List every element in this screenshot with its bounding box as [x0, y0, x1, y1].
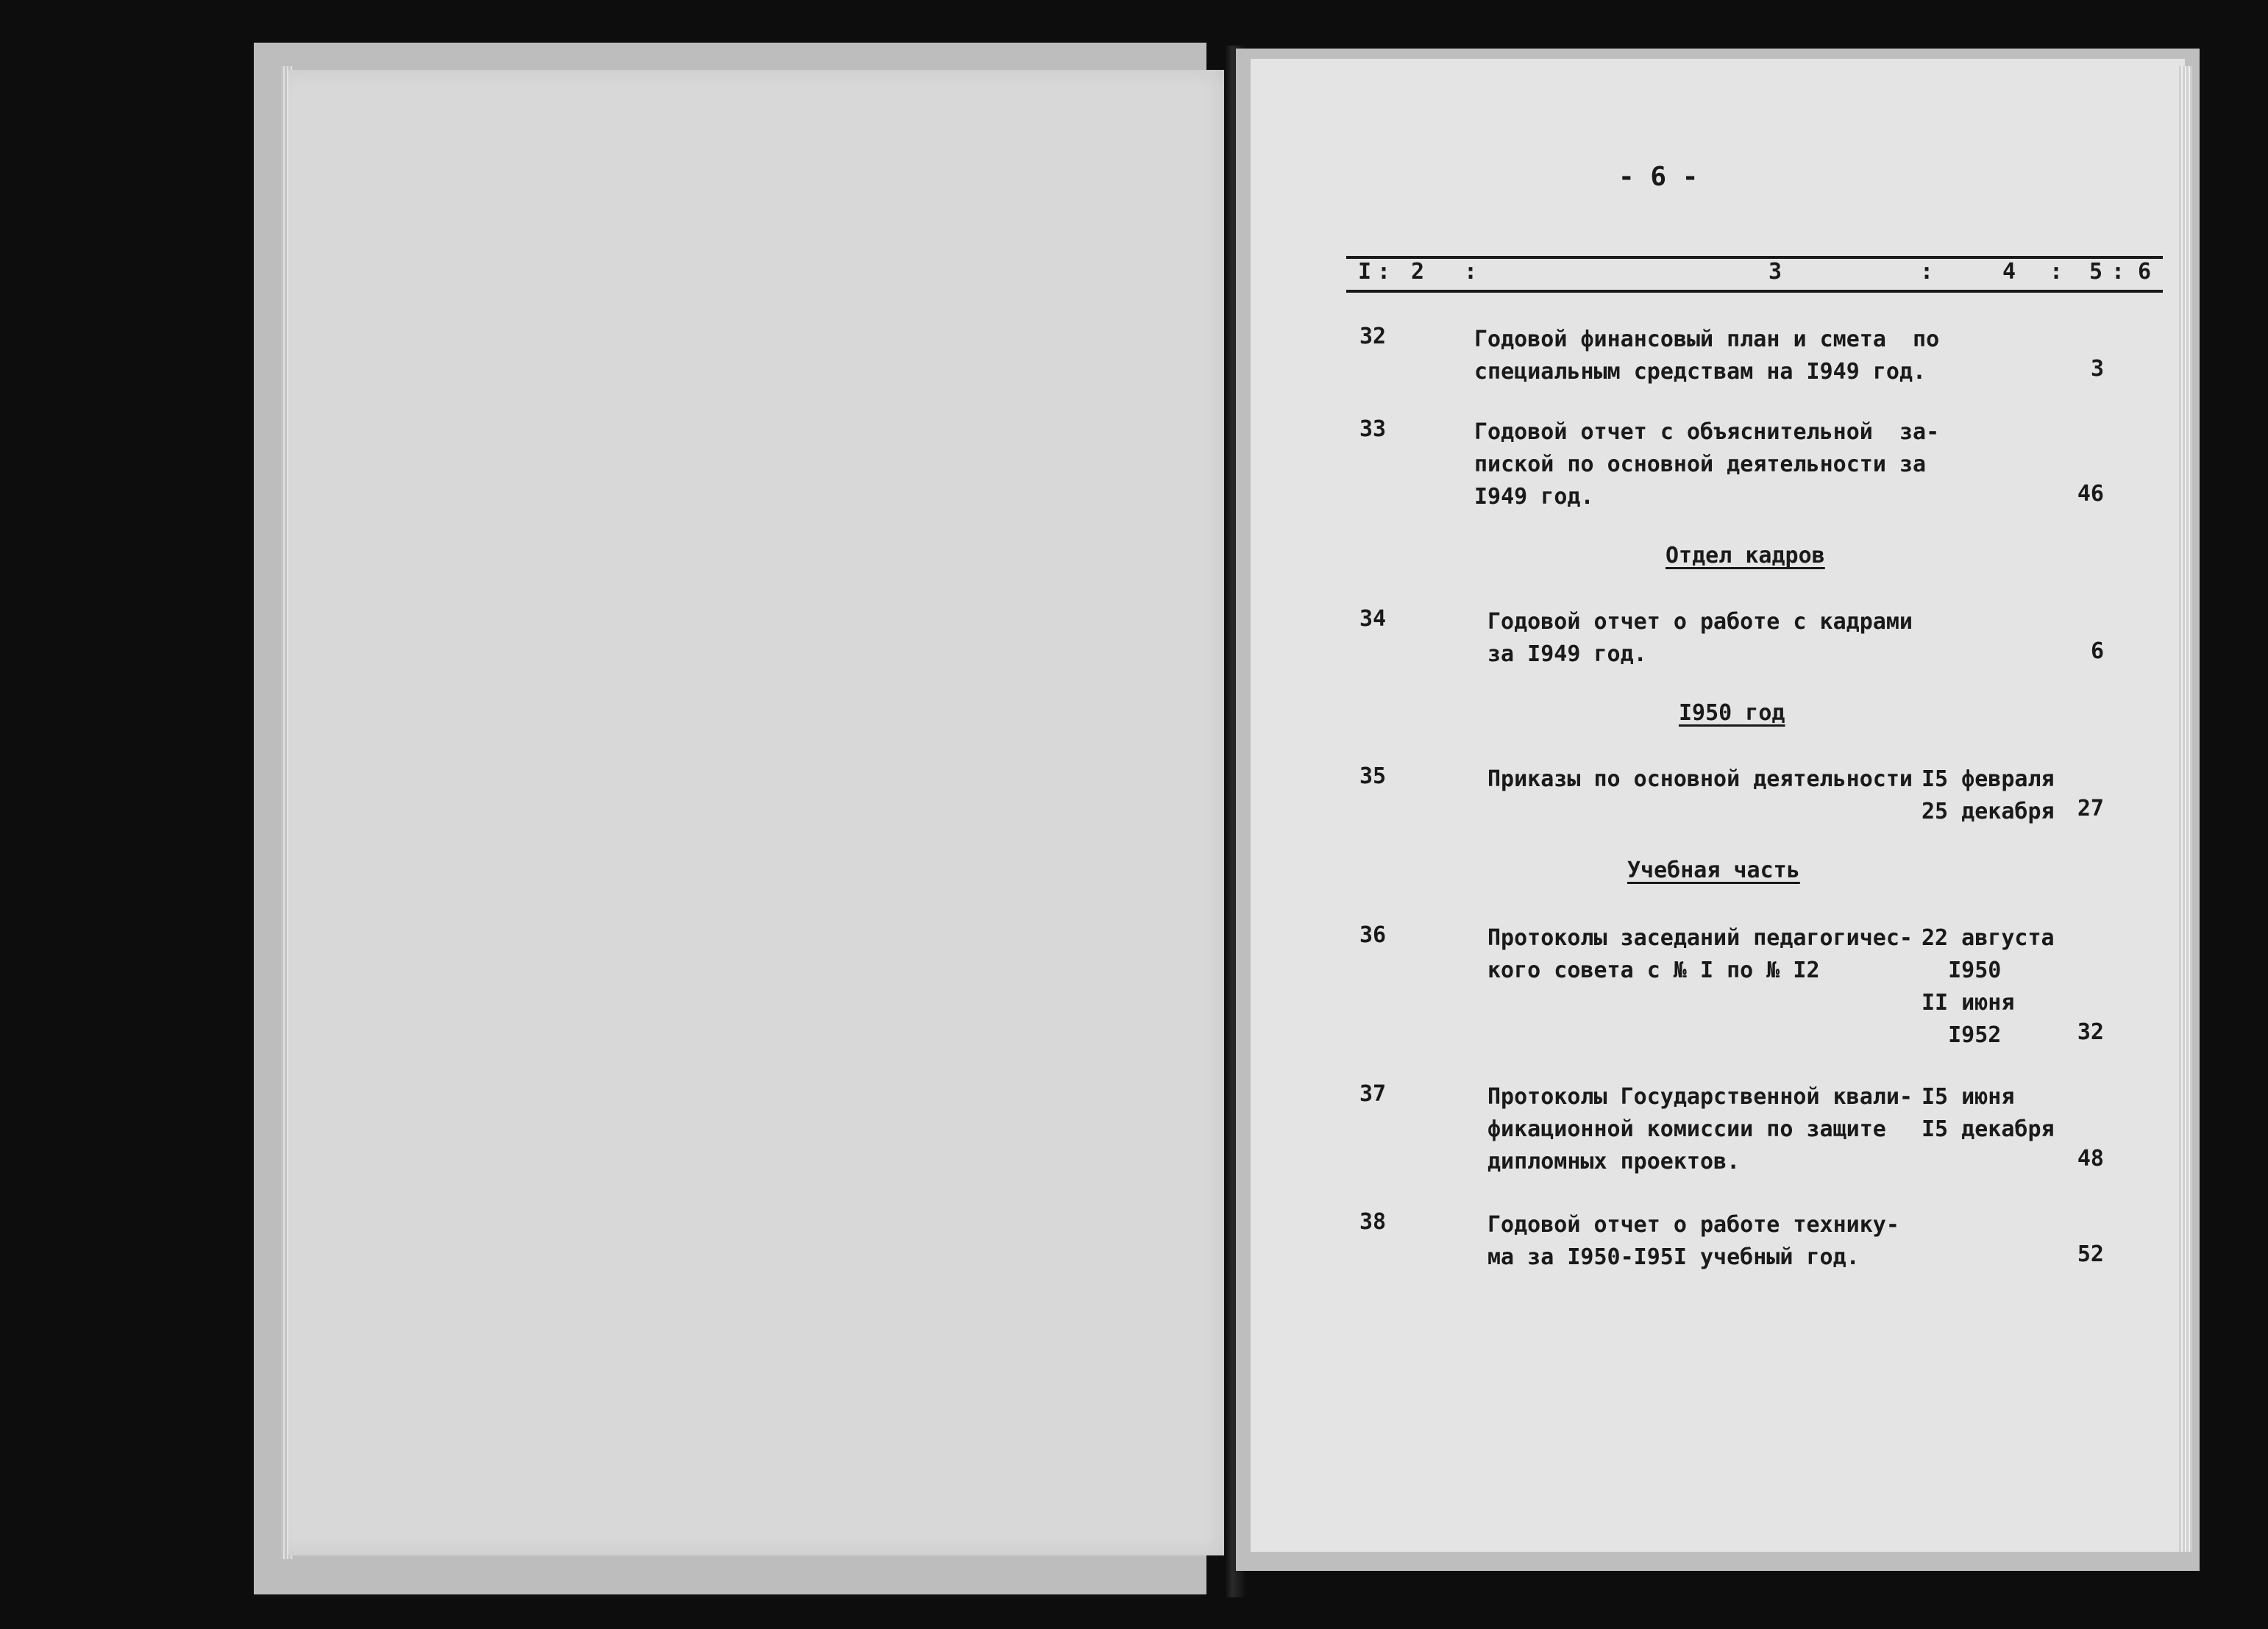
row-number: 37 [1359, 1081, 1387, 1107]
row-dates: I5 июня I5 декабря [1922, 1084, 2055, 1142]
row-dates: I5 февраля 25 декабря [1922, 766, 2055, 824]
row-sheets: 48 [2077, 1146, 2104, 1172]
header-col-6: 6 [2138, 259, 2152, 285]
row-number: 34 [1359, 606, 1387, 632]
row-sheets: 46 [2077, 481, 2104, 507]
row-title: Приказы по основной деятельности [1487, 766, 1913, 792]
header-sep: : [1377, 259, 1391, 285]
header-sep: : [2111, 259, 2125, 285]
row-number: 32 [1359, 324, 1387, 349]
header-col-4: 4 [2002, 259, 2016, 285]
row-sheets: 32 [2077, 1019, 2104, 1045]
header-col-5: 5 [2089, 259, 2103, 285]
row-title: Годовой отчет о работе технику- ма за I950-I95I учебный год. [1487, 1212, 1899, 1270]
right-page-edges [2179, 66, 2192, 1552]
row-title: Протоколы заседаний педагогичес- кого совета с № I по № I2 [1487, 925, 1913, 983]
left-blank-page [288, 70, 1237, 1555]
row-number: 35 [1359, 763, 1387, 789]
section-heading-kadry: Отдел кадров [1666, 543, 1825, 568]
header-sep: : [1464, 259, 1478, 285]
row-sheets: 52 [2077, 1241, 2104, 1267]
row-number: 36 [1359, 922, 1387, 948]
row-title: Годовой финансовый план и смета по специальным средствам на I949 год. [1474, 327, 1940, 385]
header-col-3: 3 [1768, 259, 1782, 285]
row-dates: 22 августа I950 II июня I952 [1922, 925, 2055, 1048]
row-number: 38 [1359, 1209, 1387, 1235]
row-number: 33 [1359, 416, 1387, 442]
section-heading-uchebnaya: Учебная часть [1627, 858, 1800, 883]
header-sep: : [1920, 259, 1934, 285]
row-sheets: 3 [2090, 356, 2104, 382]
header-col-2: 2 [1411, 259, 1425, 285]
page-number: - 6 - [1618, 162, 1699, 192]
row-title: Протоколы Государственной квали- фикационной комиссии по защите дипломных проектов. [1487, 1084, 1913, 1174]
row-sheets: 6 [2090, 638, 2104, 664]
row-title: Годовой отчет с объяснительной за- пиской по основной деятельности за I949 год. [1474, 419, 1940, 510]
header-bottom-rule [1346, 290, 2163, 293]
section-heading-year: I950 год [1679, 700, 1785, 726]
header-sep: : [2050, 259, 2063, 285]
header-col-1: I [1358, 259, 1372, 285]
row-sheets: 27 [2077, 796, 2104, 821]
row-title: Годовой отчет о работе с кадрами за I949 год. [1487, 609, 1913, 667]
